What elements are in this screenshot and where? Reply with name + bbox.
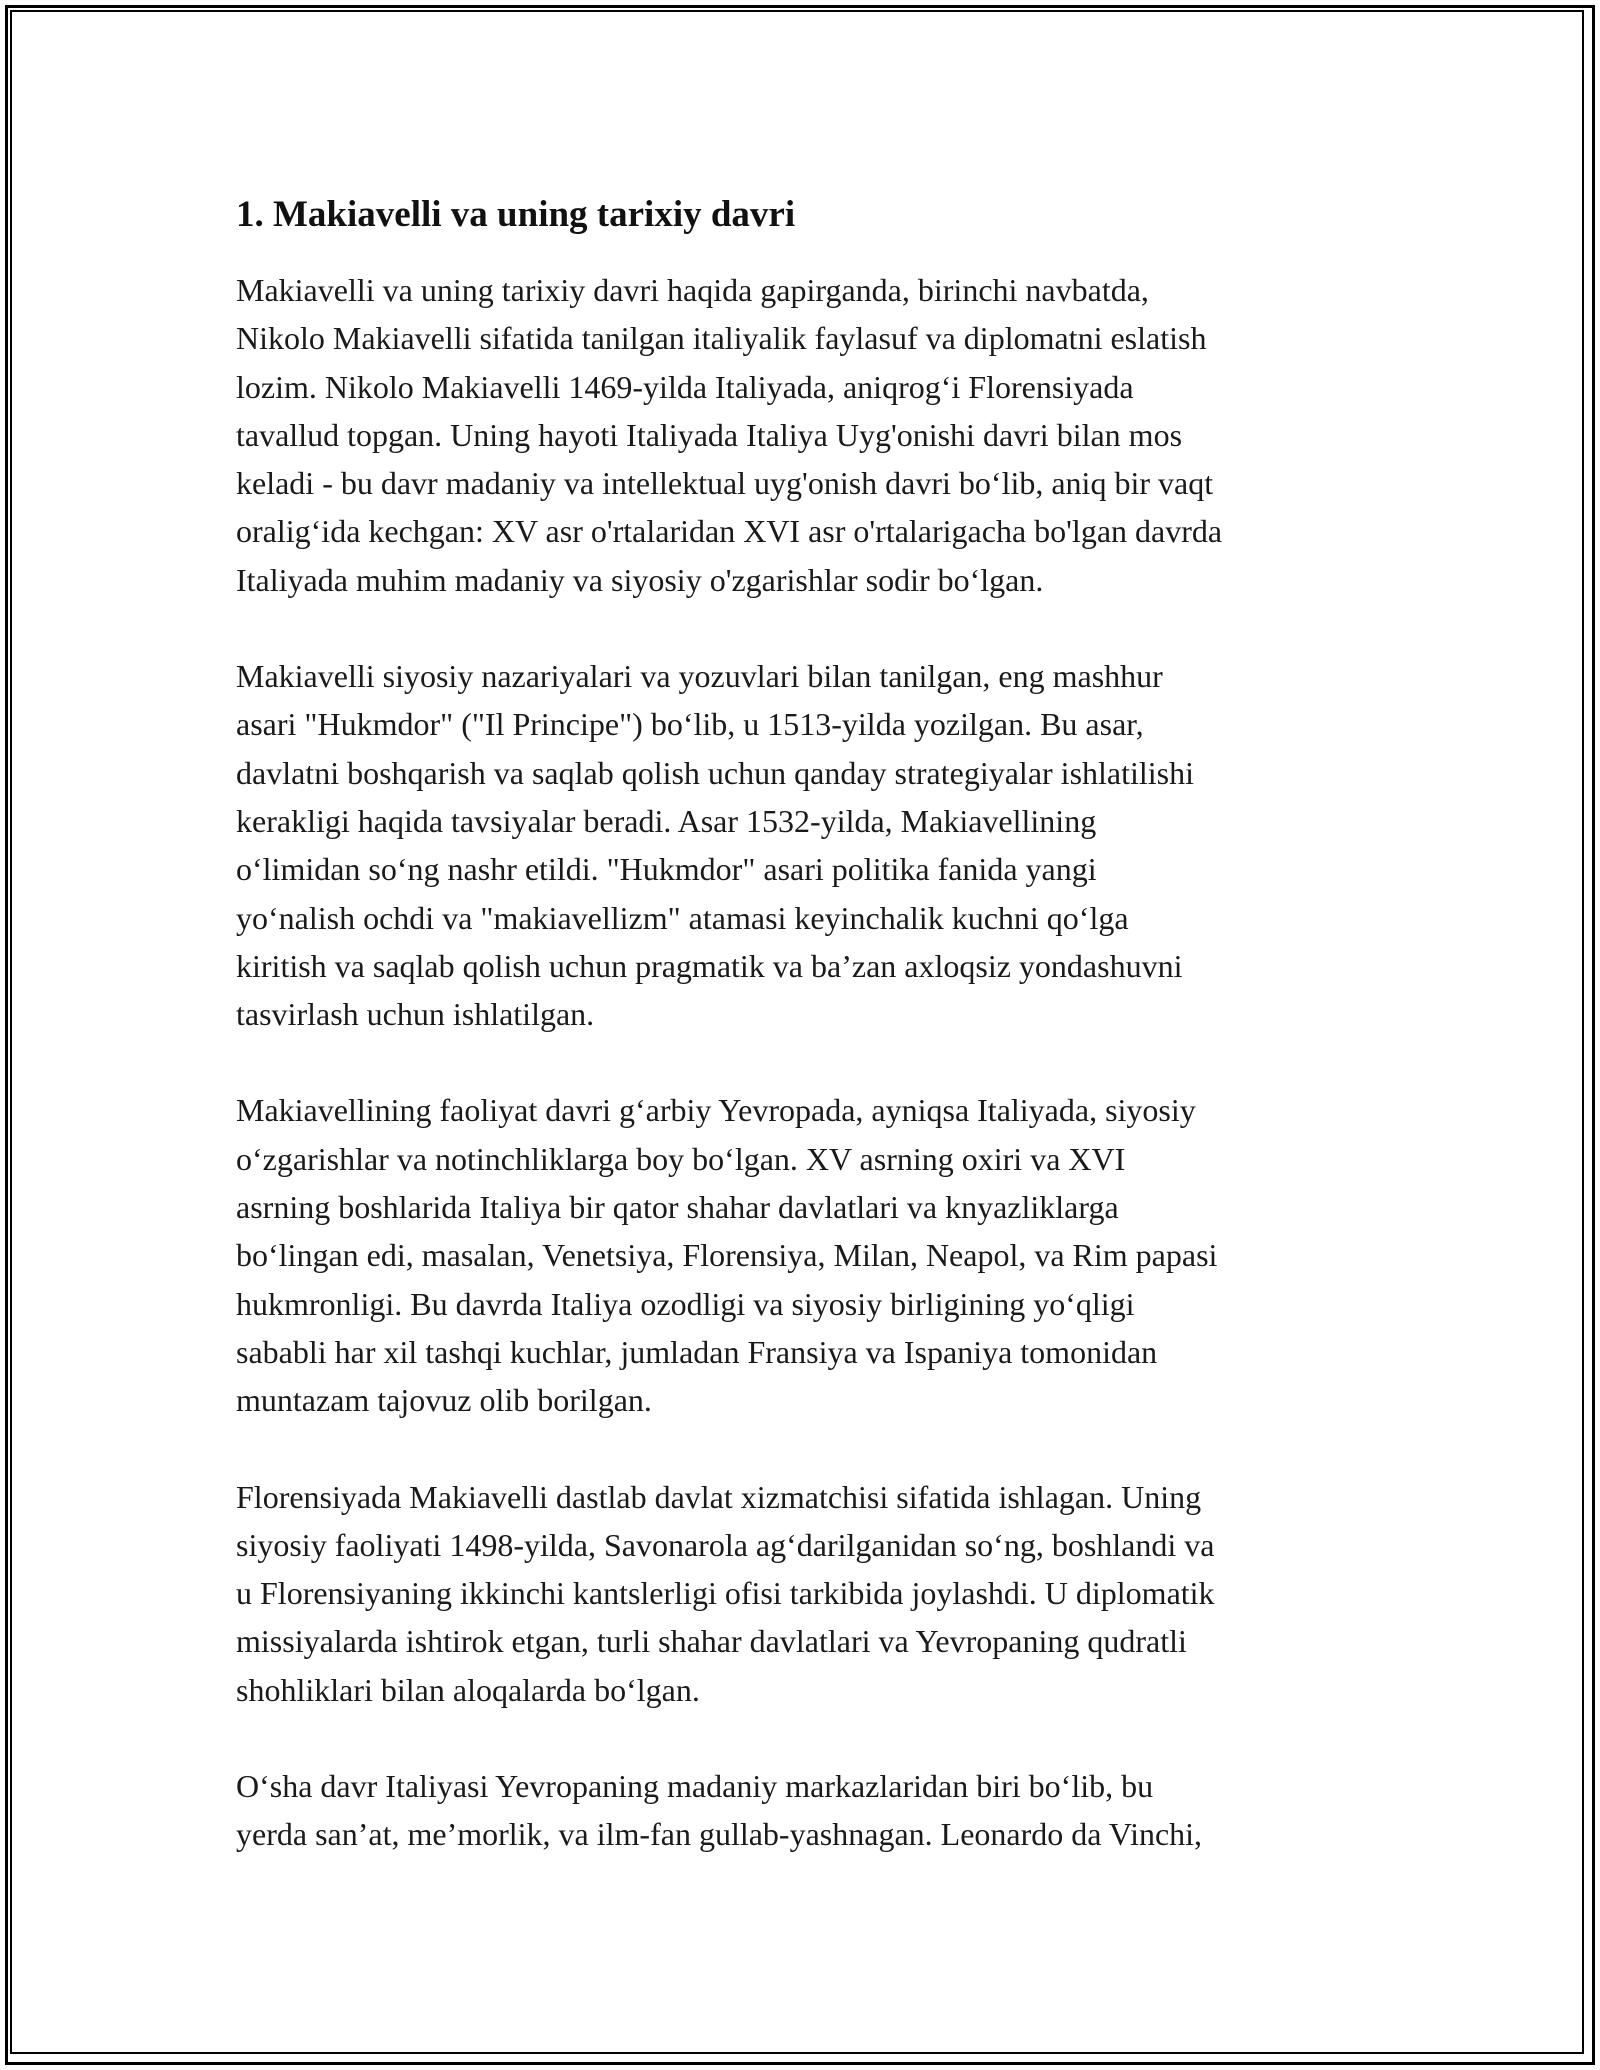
text-line: oralig‘ida kechgan: XV asr o'rtalaridan XVI asr o'rtalarigacha bo'lgan davrda xyxy=(236,513,1223,550)
text-line: davlatni boshqarish va saqlab qolish uchun qanday strategiyalar ishlatilishi xyxy=(236,754,1195,791)
document-body xyxy=(236,190,1376,1907)
text-line: keladi - bu davr madaniy va intellektual uyg'onish davri bo‘lib, aniq bir vaqt xyxy=(236,465,1214,502)
text-line: Makiavelli va uning tarixiy davri haqida gapirganda, birinchi navbatda, xyxy=(236,272,1149,308)
text-line: yerda san’at, me’morlik, va ilm-fan gullab-yashnagan. Leonardo da Vinchi, xyxy=(236,1816,1203,1853)
text-line: asari "Hukmdor" ("Il Principe") bo‘lib, u 1513-yilda yozilgan. Bu asar, xyxy=(236,706,1144,743)
text-line: tavallud topgan. Uning hayoti Italiyada Italiya Uyg'onishi davri bilan mos xyxy=(236,416,1183,453)
text-line: tasvirlash uchun ishlatilgan. xyxy=(236,996,595,1033)
text-line: kiritish va saqlab qolish uchun pragmatik va ba’zan axloqsiz yondashuvni xyxy=(236,947,1183,984)
text-line: asrning boshlarida Italiya bir qator shahar davlatlari va knyazliklarga xyxy=(236,1189,1119,1226)
paragraph-1 xyxy=(236,266,1376,604)
text-line: siyosiy faoliyati 1498-yilda, Savonarola ag‘darilganidan so‘ng, boshlandi va xyxy=(236,1526,1215,1563)
paragraph-5 xyxy=(236,1762,1376,1859)
text-line: Italiyada muhim madaniy va siyosiy o'zgarishlar sodir bo‘lgan. xyxy=(236,561,1044,598)
text-line: Nikolo Makiavelli sifatida tanilgan italiyalik faylasuf va diplomatni eslatish xyxy=(236,320,1207,357)
text-line: sababli har xil tashqi kuchlar, jumladan Fransiya va Ispaniya tomonidan xyxy=(236,1333,1158,1370)
text-line: Florensiyada Makiavelli dastlab davlat xizmatchisi sifatida ishlagan. Uning xyxy=(236,1478,1202,1515)
text-line: missiyalarda ishtirok etgan, turli shahar davlatlari va Yevropaning qudratli xyxy=(236,1623,1187,1660)
section-title: 1. Makiavelli va uning tarixiy davri xyxy=(236,194,796,235)
text-line: Makiavelli siyosiy nazariyalari va yozuvlari bilan tanilgan, eng mashhur xyxy=(236,658,1163,695)
text-line: Makiavellining faoliyat davri g‘arbiy Yevropada, ayniqsa Italiyada, siyosiy xyxy=(236,1092,1196,1129)
text-line: kerakligi haqida tavsiyalar beradi. Asar 1532-yilda, Makiavellining xyxy=(236,802,1097,839)
text-line: muntazam tajovuz olib borilgan. xyxy=(236,1382,652,1419)
text-line: o‘zgarishlar va notinchliklarga boy bo‘lgan. XV asrning oxiri va XVI xyxy=(236,1140,1126,1177)
text-line: hukmronligi. Bu davrda Italiya ozodligi va siyosiy birligining yo‘qligi xyxy=(236,1285,1135,1322)
text-line: yo‘nalish ochdi va "makiavellizm" atamasi keyinchalik kuchni qo‘lga xyxy=(236,899,1129,936)
paragraph-2 xyxy=(236,652,1376,1038)
text-line: O‘sha davr Italiyasi Yevropaning madaniy markazlaridan biri bo‘lib, bu xyxy=(236,1768,1154,1805)
text-line: o‘limidan so‘ng nashr etildi. "Hukmdor" asari politika fanida yangi xyxy=(236,851,1097,888)
text-line: bo‘lingan edi, masalan, Venetsiya, Florensiya, Milan, Neapol, va Rim papasi xyxy=(236,1237,1218,1274)
paragraph-3 xyxy=(236,1086,1376,1424)
text-line: u Florensiyaning ikkinchi kantslerligi ofisi tarkibida joylashdi. U diplomatik xyxy=(236,1575,1215,1612)
text-line: shohliklari bilan aloqalarda bo‘lgan. xyxy=(236,1671,700,1708)
text-line: lozim. Nikolo Makiavelli 1469-yilda Italiyada, aniqrog‘i Florensiyada xyxy=(236,368,1134,405)
paragraph-4 xyxy=(236,1473,1376,1714)
